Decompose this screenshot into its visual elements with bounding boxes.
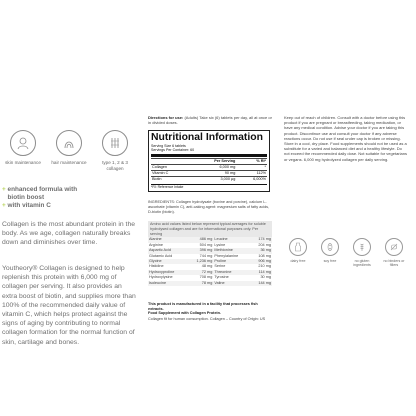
dietary-label: soy free xyxy=(323,259,337,263)
servings-per-container: Servings Per Container: 60 xyxy=(151,148,195,153)
table-row: Glycine 1,236 mg Proline 906 mg xyxy=(149,259,271,264)
table-row: Collagen 6,000 mg * xyxy=(152,165,266,170)
soy-free-icon xyxy=(321,238,339,256)
dietary-label: no gluten ingredients xyxy=(353,259,371,268)
manufacturing-note: This product is manufactured in a facility that processes fish extracts. xyxy=(148,302,258,311)
nutrition-divider xyxy=(151,154,267,157)
feature-bullet: + with vitamin C xyxy=(2,202,51,209)
nutrition-table xyxy=(151,158,267,183)
table-row: Hydroxylysine 708 mg Tyrosine 30 mg xyxy=(149,275,271,280)
table-row: Arginine 504 mg Lysine 204 mg xyxy=(149,242,271,247)
no-binders-icon xyxy=(385,238,403,256)
benefit-label: skin maintenance xyxy=(5,160,41,165)
benefit-hair xyxy=(48,130,90,171)
nutrition-panel xyxy=(148,130,270,192)
nutrition-title: Nutritional Information xyxy=(151,132,263,143)
table-row: Alanine 486 mg Leucine 174 mg xyxy=(149,237,271,242)
nutrition-footnote: *RI: Reference Intake xyxy=(151,184,267,189)
amino-acid-profile xyxy=(148,221,272,286)
dietary-item xyxy=(284,238,312,268)
table-row: Isoleucine 78 mg Valine 144 mg xyxy=(149,280,271,285)
dietary-item xyxy=(348,238,376,268)
col-nrv: % RI* xyxy=(236,158,267,164)
intro-paragraph: Collagen is the most abundant protein in the body. As we age, collagen naturally breaks down and diminishes over time. xyxy=(2,221,136,247)
ingredients: INGREDIENTS: Collagen hydrolysate (bovine and porcine), calcium L-ascorbate (vitamin C), anti-caking agent: magnesium salts of fatty acids, D-biotin (biotin). xyxy=(148,200,270,214)
collagen-icon xyxy=(102,130,128,156)
table-row: Glutamic Acid 744 mg Phenylalanine 108 mg xyxy=(149,253,271,258)
feature-bullet: biotin boost xyxy=(7,194,45,201)
benefit-label: type 1, 2 & 3 collagen xyxy=(102,160,128,171)
feature-bullets xyxy=(2,186,138,210)
serving-size: Serving Size 6 tablets xyxy=(151,144,186,148)
amino-header: Amino acid values listed below represent typical averages for soluble hydrolysed collagen and are for informational purposes only. Per serving xyxy=(148,221,272,237)
food-supplement-note: Collagen fit for human consumption. Collagen – Country of Origin: US xyxy=(148,317,266,321)
benefit-icons xyxy=(2,130,136,171)
hair-icon xyxy=(56,130,82,156)
product-paragraph: Youtheory® Collagen is designed to help replenish this protein with 6,000 mg of collagen per serving. It also provides an extra boost of biotin, and supplies more than 100% of the recommended daily value of vitamin C, which helps protect against the signs of aging by contributing to normal collagen formation for the normal function of skin, cartilage and bones. xyxy=(2,265,136,346)
dietary-label: no binders or fillers xyxy=(383,259,405,268)
dietary-item xyxy=(380,238,408,268)
table-row: Histidine 48 mg Serine 210 mg xyxy=(149,264,271,269)
directions: Directions for use: (Adults) Take six (6) tablets per day, all at once or in divided doses. xyxy=(148,115,272,126)
warnings-text: Keep out of reach of children. Consult with a doctor before using this product if you are pregnant or breastfeeding, taking medication, or have any medical condition. Advise your doctor if you are taking this product. Discontinue use and consult your doctor if any adverse reactions occur. Do not use if seal under cap is broken or missing. Store in a cool, dry place. Food supplements should not be used as a substitute for a varied and balanced diet and a healthy lifestyle. Do not exceed the recommended daily dose. Not suitable for vegetarians or vegans. 6,000 mg hydrolyzed collagen per daily serving. xyxy=(284,115,407,162)
dietary-icons xyxy=(284,238,408,268)
table-row: Hydroxyproline 72 mg Threonine 114 mg xyxy=(149,269,271,274)
benefit-label: hair maintenance xyxy=(51,160,87,165)
amino-table xyxy=(148,237,272,286)
skin-icon xyxy=(10,130,36,156)
benefit-collagen xyxy=(94,130,136,171)
col-per-serving: Per Serving xyxy=(189,158,237,164)
table-row: Biotin 3,000 μg 6,000% xyxy=(152,177,266,182)
dietary-item xyxy=(316,238,344,268)
no-gluten-icon xyxy=(353,238,371,256)
feature-bullet: + enhanced formula with xyxy=(2,186,78,193)
food-supplement-title: Food Supplement with Collagen Protein. xyxy=(148,311,221,315)
table-row: Aspartic Acid 396 mg Methionine 36 mg xyxy=(149,248,271,253)
benefit-skin xyxy=(2,130,44,171)
table-row: Vitamin C 90 mg 112% xyxy=(152,171,266,176)
dairy-free-icon xyxy=(289,238,307,256)
dietary-label: dairy free xyxy=(290,259,306,263)
